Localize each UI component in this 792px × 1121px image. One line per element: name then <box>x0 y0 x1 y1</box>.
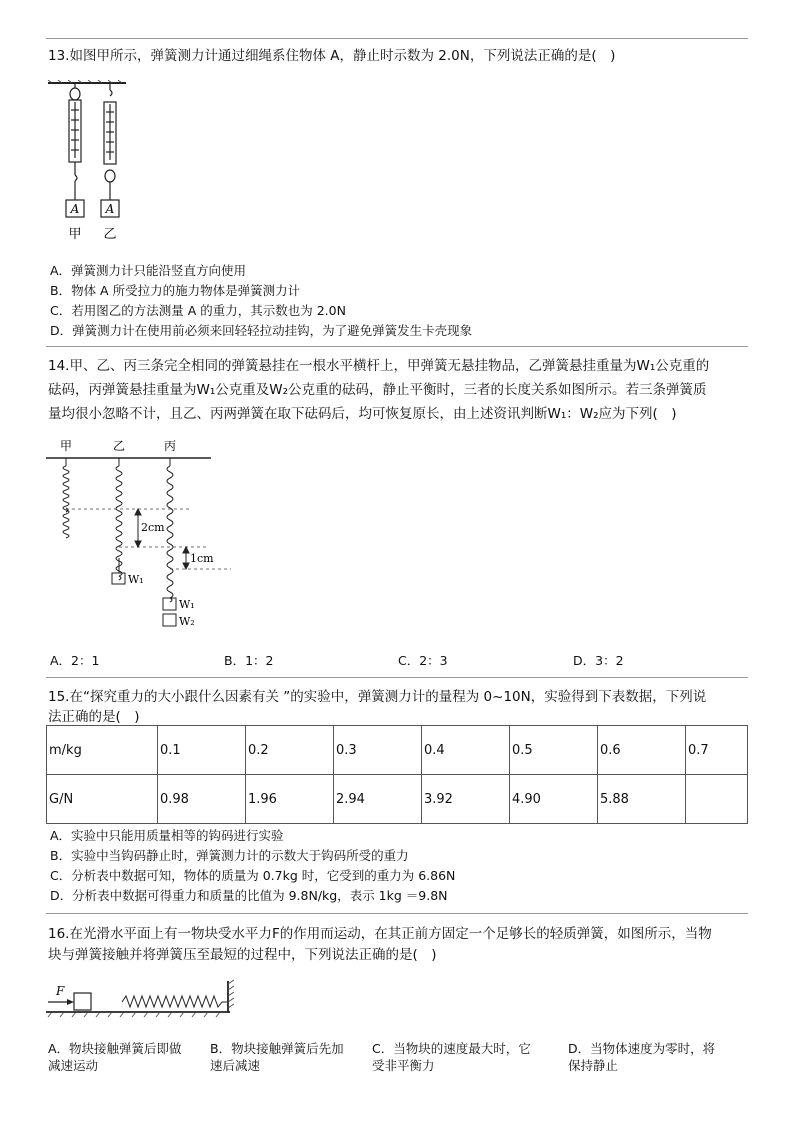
q13-caption-yi: 乙 <box>103 227 117 242</box>
q13-option-a[interactable]: A．弹簧测力计只能沿竖直方向使用 <box>50 263 247 278</box>
q14-option-d[interactable]: D．3：2 <box>573 653 624 668</box>
q14-spring-jia <box>63 466 69 538</box>
q16-block <box>74 993 91 1010</box>
q13-scale-jia <box>66 83 84 217</box>
table-cell: 0.6 <box>598 726 686 775</box>
q14-stem-line3: 量均很小忽略不计，且乙、丙两弹簧在取下砝码后，均可恢复原长，由上述资讯判断W₁：W₂应为下列( ) <box>48 406 677 422</box>
q16-figure <box>44 976 244 1024</box>
q14-dim-1cm: 1cm <box>190 552 214 565</box>
q14-stem-line2: 砝码，丙弹簧悬挂重量为W₁公克重及W₂公克重的砝码，静止平衡时，三者的长度关系如图所示。若三条弹簧质 <box>48 382 707 398</box>
q13-caption-jia: 甲 <box>68 227 82 242</box>
table-cell: G/N <box>47 775 158 824</box>
q16-option-d-line1: D．当物体速度为零时，将 <box>568 1041 716 1056</box>
table-cell: 0.1 <box>158 726 246 775</box>
q15-stem-line2: 法正确的是( ) <box>48 709 140 725</box>
table-cell: m/kg <box>47 726 158 775</box>
divider-top <box>46 38 748 39</box>
table-cell: 1.96 <box>246 775 334 824</box>
q15-data-table <box>46 725 748 824</box>
q14-caption-bing: 丙 <box>163 439 177 453</box>
table-cell: 0.2 <box>246 726 334 775</box>
q14-stem-line1: 14.甲、乙、丙三条完全相同的弹簧悬挂在一根水平横杆上，甲弹簧无悬挂物品，乙弹簧悬挂重量为W₁公克重的 <box>48 358 710 374</box>
q16-option-a[interactable] <box>48 1040 208 1074</box>
q15-stem-line1: 15.在“探究重力的大小跟什么因素有关 ”的实验中，弹簧测力计的量程为 0~10N，实验得到下表数据，下列说 <box>48 689 707 705</box>
table-cell: 2.94 <box>334 775 422 824</box>
q13-scale-yi <box>101 83 119 217</box>
q16-stem-line2: 块与弹簧接触并将弹簧压至最短的过程中，下列说法正确的是( ) <box>48 947 437 963</box>
q14-label-w1-bing: W₁ <box>179 598 195 611</box>
table-cell: 5.88 <box>598 775 686 824</box>
q15-option-b[interactable]: B．实验中当钩码静止时，弹簧测力计的示数大于钩码所受的重力 <box>50 848 409 863</box>
q14-label-w1-yi: W₁ <box>128 573 144 586</box>
q14-figure <box>46 436 246 636</box>
q16-stem-line1: 16.在光滑水平面上有一物块受水平力F的作用而运动，在其正前方固定一个足够长的轻质弹簧，如图所示，当物 <box>48 926 712 942</box>
table-cell: 3.92 <box>422 775 510 824</box>
divider-q16 <box>46 913 748 914</box>
divider-q15 <box>46 677 748 678</box>
table-cell <box>686 775 748 824</box>
q13-option-c[interactable]: C．若用图乙的方法测量 A 的重力，其示数也为 2.0N <box>50 303 346 318</box>
table-cell: 0.98 <box>158 775 246 824</box>
table-cell: 4.90 <box>510 775 598 824</box>
q16-option-b[interactable] <box>210 1040 370 1074</box>
q13-option-b[interactable]: B．物体 A 所受拉力的施力物体是弹簧测力计 <box>50 283 301 298</box>
q16-option-d-line2: 保持静止 <box>568 1058 619 1073</box>
q14-weight-w1-yi <box>112 573 125 584</box>
table-row <box>47 775 748 824</box>
q14-dim-2cm: 2cm <box>141 521 165 534</box>
table-cell: 0.4 <box>422 726 510 775</box>
q15-option-c[interactable]: C．分析表中数据可知，物体的质量为 0.7kg 时，它受到的重力为 6.86N <box>50 868 456 883</box>
q14-caption-yi: 乙 <box>112 439 126 453</box>
table-cell: 0.5 <box>510 726 598 775</box>
q16-option-b-line1: B．物块接触弹簧后先加 <box>210 1041 344 1056</box>
q14-weight-w1-bing <box>163 598 176 610</box>
table-row <box>47 726 748 775</box>
q16-option-b-line2: 速后减速 <box>210 1058 261 1073</box>
table-cell: 0.3 <box>334 726 422 775</box>
q16-option-c[interactable] <box>372 1040 562 1074</box>
q14-option-c[interactable]: C．2：3 <box>398 653 448 668</box>
q13-figure <box>46 80 146 245</box>
q16-spring <box>122 996 227 1007</box>
q13-block-label-jia: A <box>70 202 80 216</box>
q15-option-a[interactable]: A．实验中只能用质量相等的钩码进行实验 <box>50 828 284 843</box>
q14-spring-bing <box>167 466 173 598</box>
q14-label-w2-bing: W₂ <box>179 615 195 628</box>
divider-q14 <box>46 346 748 347</box>
q16-force-label: F <box>56 984 65 998</box>
q13-block-label-yi: A <box>105 202 115 216</box>
q14-option-a[interactable]: A．2：1 <box>50 653 100 668</box>
q16-option-c-line2: 受非平衡力 <box>372 1058 435 1073</box>
q14-caption-jia: 甲 <box>59 439 73 453</box>
q13-option-d[interactable]: D．弹簧测力计在使用前必须来回轻轻拉动挂钩，为了避免弹簧发生卡壳现象 <box>50 323 473 338</box>
q13-stem: 13.如图甲所示，弹簧测力计通过细绳系住物体 A，静止时示数为 2.0N，下列说法正确的是( ) <box>48 48 616 64</box>
q15-option-d[interactable]: D．分析表中数据可得重力和质量的比值为 9.8N/kg，表示 1kg ＝9.8N <box>50 888 448 903</box>
q16-option-d[interactable] <box>568 1040 748 1074</box>
q16-option-c-line1: C．当物块的速度最大时，它 <box>372 1041 531 1056</box>
q14-weight-w2-bing <box>163 614 176 626</box>
q16-option-a-line1: A．物块接触弹簧后即做 <box>48 1041 182 1056</box>
q14-option-b[interactable]: B．1：2 <box>224 653 274 668</box>
table-cell: 0.7 <box>686 726 748 775</box>
q16-option-a-line2: 减速运动 <box>48 1058 99 1073</box>
